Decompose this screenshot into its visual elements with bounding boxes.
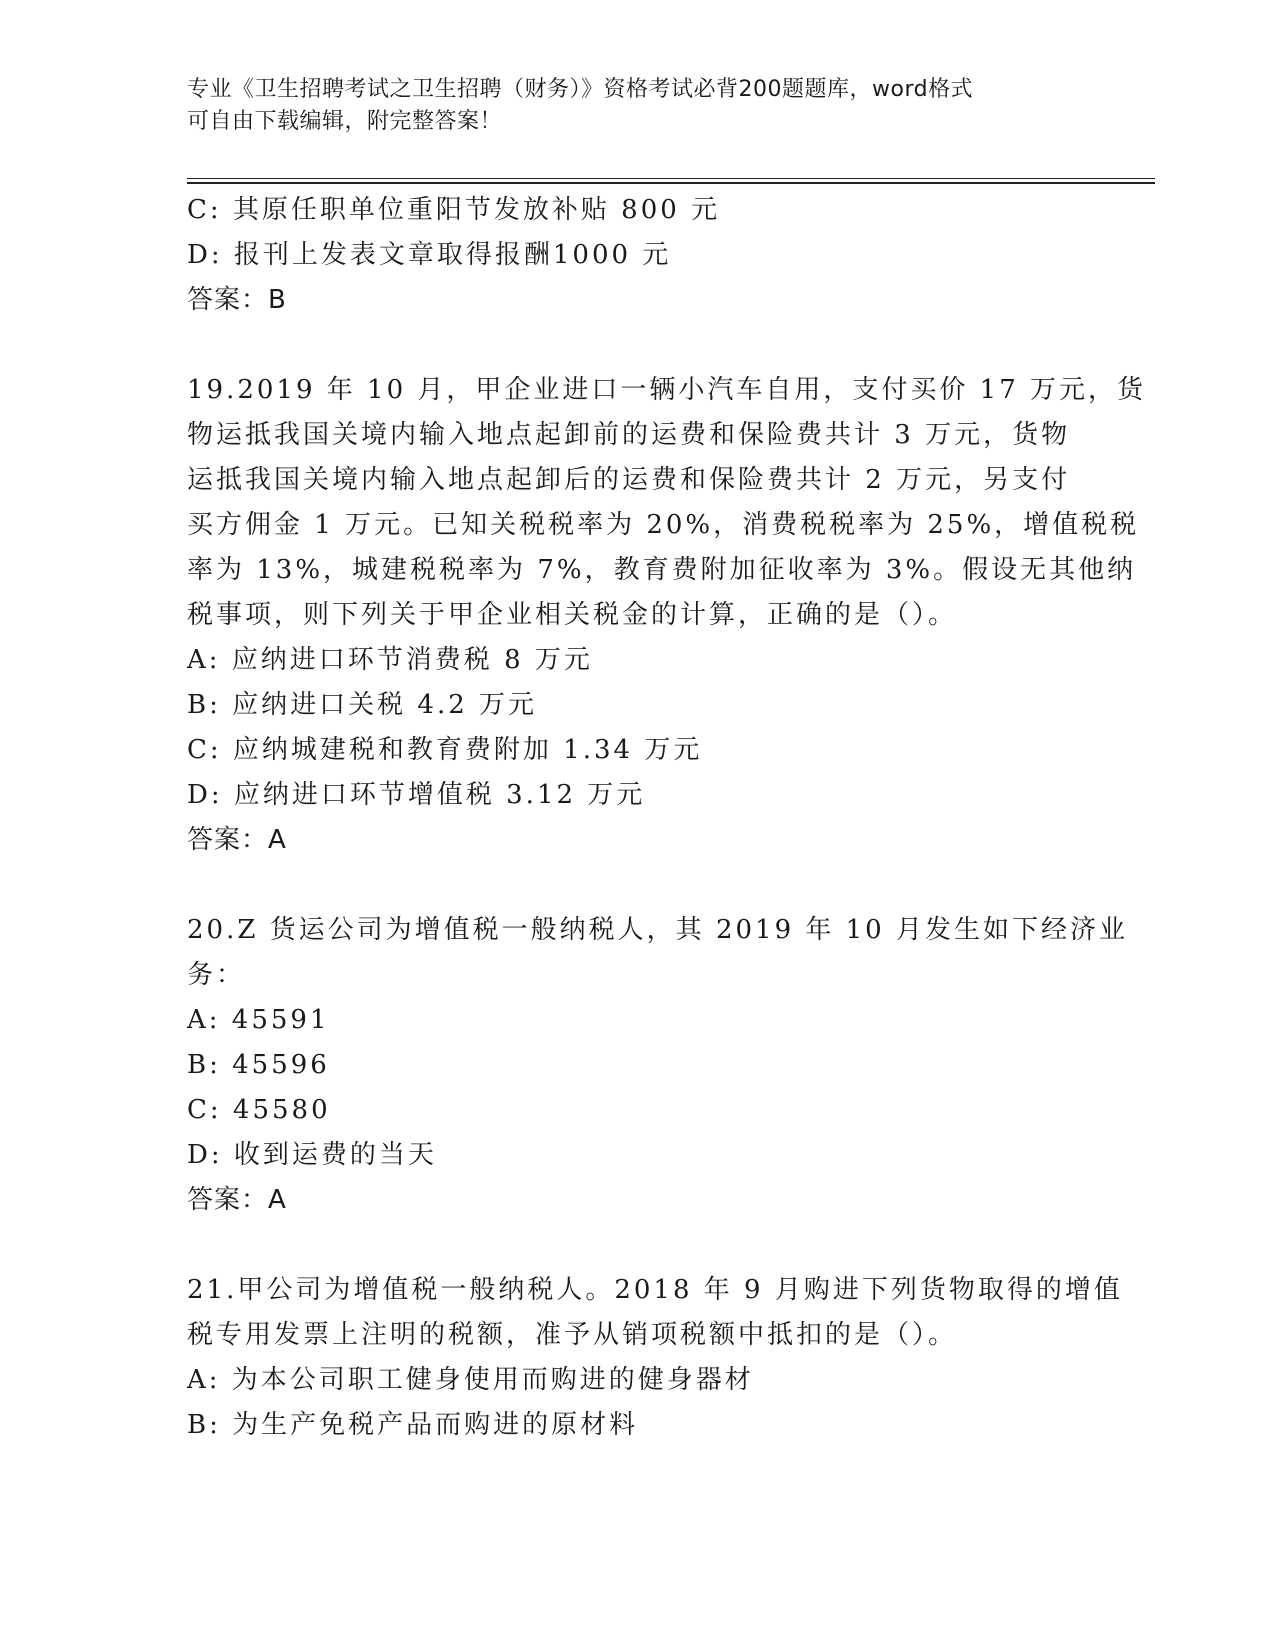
q19-stem-line: 买方佣金 1 万元。已知关税税率为 20%，消费税税率为 25%，增值税税 [187,510,1140,540]
q20-option-b: B: 45596 [187,1050,330,1080]
q19-stem-line: 率为 13%，城建税税率为 7%，教育费附加征收率为 3%。假设无其他纳 [187,555,1137,585]
q18-option-c: C: 其原任职单位重阳节发放补贴 800 元 [187,195,721,225]
header-title-line-1: 专业《卫生招聘考试之卫生招聘（财务）》资格考试必背200题题库，word格式 [187,77,974,102]
q20-option-a: A: 45591 [187,1005,330,1035]
header-title-line-2: 可自由下载编辑，附完整答案！ [187,109,503,134]
q20-option-d: D: 收到运费的当天 [187,1140,437,1170]
q20-stem-line: 20.Z 货运公司为增值税一般纳税人，其 2019 年 10 月发生如下经济业 [187,915,1128,945]
q19-stem-line: 19.2019 年 10 月，甲企业进口一辆小汽车自用，支付买价 17 万元，货 [187,375,1147,405]
q18-answer: 答案：B [187,285,287,315]
q19-option-a: A: 应纳进口环节消费税 8 万元 [187,645,593,675]
q21-option-b: B: 为生产免税产品而购进的原材料 [187,1410,639,1440]
question-21 [187,1268,1123,1448]
q20-stem-line: 务： [187,960,246,990]
spacer [187,323,1087,368]
q19-option-b: B: 应纳进口关税 4.2 万元 [187,690,538,720]
q19-option-c: C: 应纳城建税和教育费附加 1.34 万元 [187,735,703,765]
q19-stem-line: 运抵我国关境内输入地点起卸后的运费和保险费共计 2 万元，另支付 [187,465,1071,495]
header-divider-thick [187,182,1155,184]
spacer [187,1223,1087,1268]
question-19 [187,368,1147,863]
q18-option-d: D: 报刊上发表文章取得报酬1000 元 [187,240,672,270]
header-divider-thin [187,178,1155,179]
q21-option-a: A: 为本公司职工健身使用而购进的健身器材 [187,1365,754,1395]
q19-answer: 答案：A [187,825,287,855]
question-20 [187,908,1128,1223]
q21-stem-line: 税专用发票上注明的税额，准予从销项税额中抵扣的是（）。 [187,1320,958,1350]
spacer [187,863,1087,908]
q19-stem-line: 税事项，则下列关于甲企业相关税金的计算，正确的是（）。 [187,600,958,630]
q20-option-c: C: 45580 [187,1095,331,1125]
q20-answer: 答案：A [187,1185,287,1215]
q21-stem-line: 21.甲公司为增值税一般纳税人。2018 年 9 月购进下列货物取得的增值 [187,1275,1123,1305]
document-header [187,74,1087,138]
q19-option-d: D: 应纳进口环节增值税 3.12 万元 [187,780,646,810]
document-body [187,188,1147,1448]
q19-stem-line: 物运抵我国关境内输入地点起卸前的运费和保险费共计 3 万元，货物 [187,420,1071,450]
